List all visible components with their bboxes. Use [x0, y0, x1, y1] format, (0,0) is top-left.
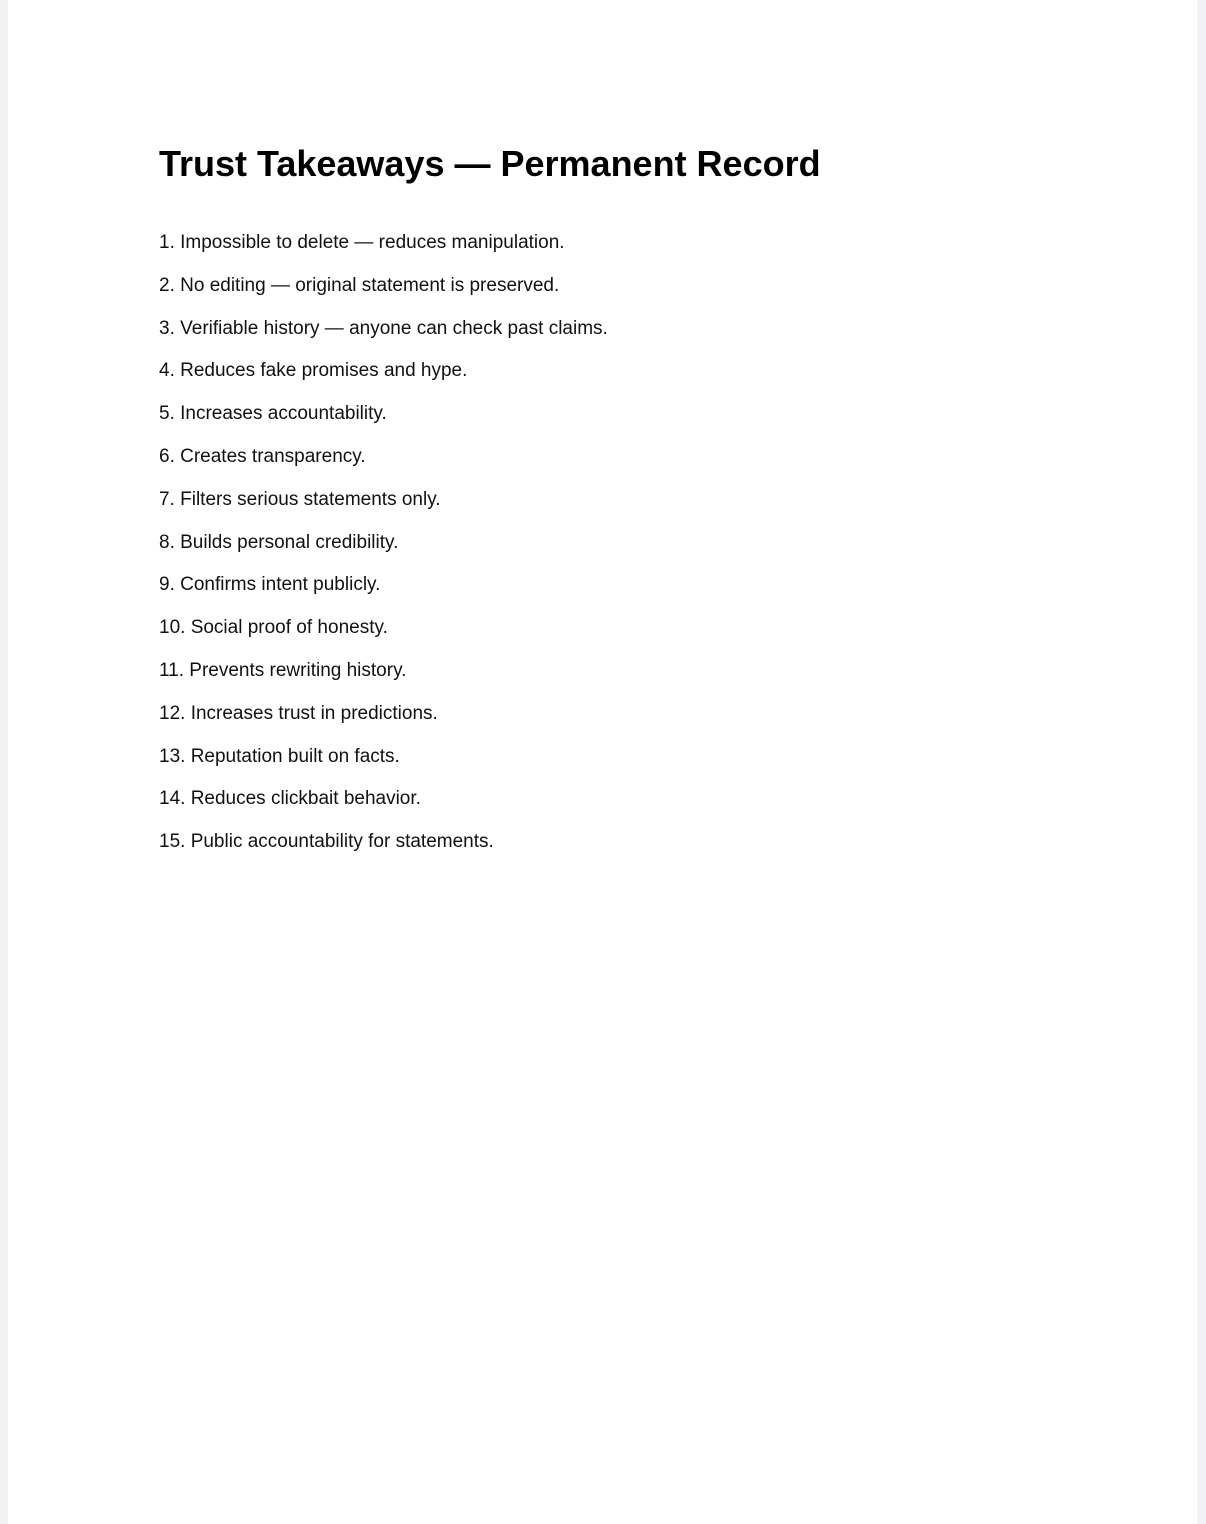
document-page	[8, 0, 1197, 1524]
page-title: Trust Takeaways — Permanent Record	[159, 143, 821, 184]
list-item: 2. No editing — original statement is preserved.	[159, 274, 560, 296]
list-item: 3. Verifiable history — anyone can check past claims.	[159, 317, 608, 339]
list-item: 4. Reduces fake promises and hype.	[159, 360, 468, 382]
list-item: 15. Public accountability for statements.	[159, 831, 494, 853]
list-item: 9. Confirms intent publicly.	[159, 574, 381, 596]
list-item: 1. Impossible to delete — reduces manipulation.	[159, 232, 565, 253]
takeaways-list	[159, 230, 608, 872]
list-item: 12. Increases trust in predictions.	[159, 702, 438, 724]
list-item: 14. Reduces clickbait behavior.	[159, 788, 421, 810]
list-item: 5. Increases accountability.	[159, 403, 387, 425]
list-item: 10. Social proof of honesty.	[159, 617, 388, 639]
list-item: 11. Prevents rewriting history.	[159, 659, 407, 681]
list-item: 13. Reputation built on facts.	[159, 745, 400, 767]
list-item: 8. Builds personal credibility.	[159, 531, 399, 553]
list-item: 7. Filters serious statements only.	[159, 488, 441, 510]
list-item: 6. Creates transparency.	[159, 445, 366, 467]
